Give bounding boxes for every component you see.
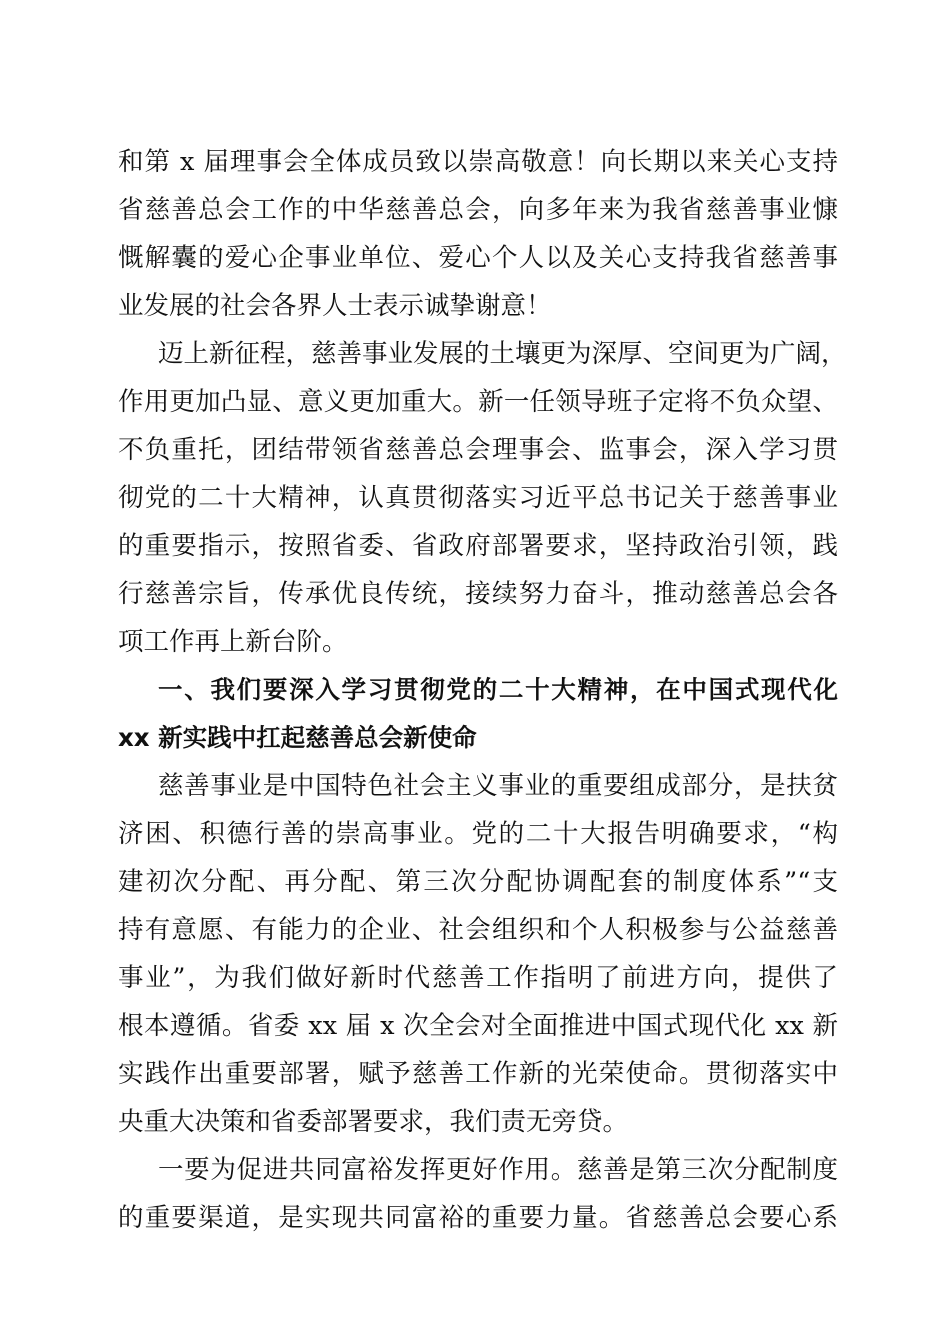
text-line: 作用更加凸显、意义更加重大。新一任领导班子定将不负众望、 (118, 387, 838, 417)
text-line: 不负重托，团结带领省慈善总会理事会、监事会，深入学习贯 (118, 435, 838, 465)
section-heading-line: xx 新实践中扛起慈善总会新使命 (118, 723, 477, 752)
text-line: 彻党的二十大精神，认真贯彻落实习近平总书记关于慈善事业 (118, 483, 838, 513)
text-line: 的重要渠道，是实现共同富裕的重要力量。省慈善总会要心系 (118, 1203, 838, 1233)
text-line: 行慈善宗旨，传承优良传统，接续努力奋斗，推动慈善总会各 (118, 579, 838, 609)
text-line: 迈上新征程，慈善事业发展的土壤更为深厚、空间更为广阔， (158, 339, 847, 369)
text-line: 慨解囊的爱心企事业单位、爱心个人以及关心支持我省慈善事 (118, 243, 838, 273)
text-line: 央重大决策和省委部署要求，我们责无旁贷。 (118, 1107, 629, 1137)
text-line: 业发展的社会各界人士表示诚挚谢意！ (118, 291, 552, 321)
text-line: 济困、积德行善的崇高事业。党的二十大报告明确要求，“构 (118, 819, 838, 849)
text-line: 持有意愿、有能力的企业、社会组织和个人积极参与公益慈善 (118, 915, 838, 945)
text-line: 和第 x 届理事会全体成员致以崇高敬意！向长期以来关心支持 (118, 147, 838, 177)
text-line: 慈善事业是中国特色社会主义事业的重要组成部分，是扶贫 (158, 771, 838, 801)
text-line: 事业”，为我们做好新时代慈善工作指明了前进方向，提供了 (118, 963, 838, 993)
text-line: 实践作出重要部署，赋予慈善工作新的光荣使命。贯彻落实中 (118, 1059, 838, 1089)
text-line: 建初次分配、再分配、第三次分配协调配套的制度体系”“支 (118, 867, 838, 897)
text-line: 的重要指示，按照省委、省政府部署要求，坚持政治引领，践 (118, 531, 838, 561)
text-line: 根本遵循。省委 xx 届 x 次全会对全面推进中国式现代化 xx 新 (118, 1011, 838, 1041)
text-line: 一要为促进共同富裕发挥更好作用。慈善是第三次分配制度 (158, 1155, 838, 1185)
section-heading-line: 一、我们要深入学习贯彻党的二十大精神，在中国式现代化 (158, 675, 838, 704)
text-line: 省慈善总会工作的中华慈善总会，向多年来为我省慈善事业慷 (118, 195, 838, 225)
text-line: 项工作再上新台阶。 (118, 627, 348, 657)
